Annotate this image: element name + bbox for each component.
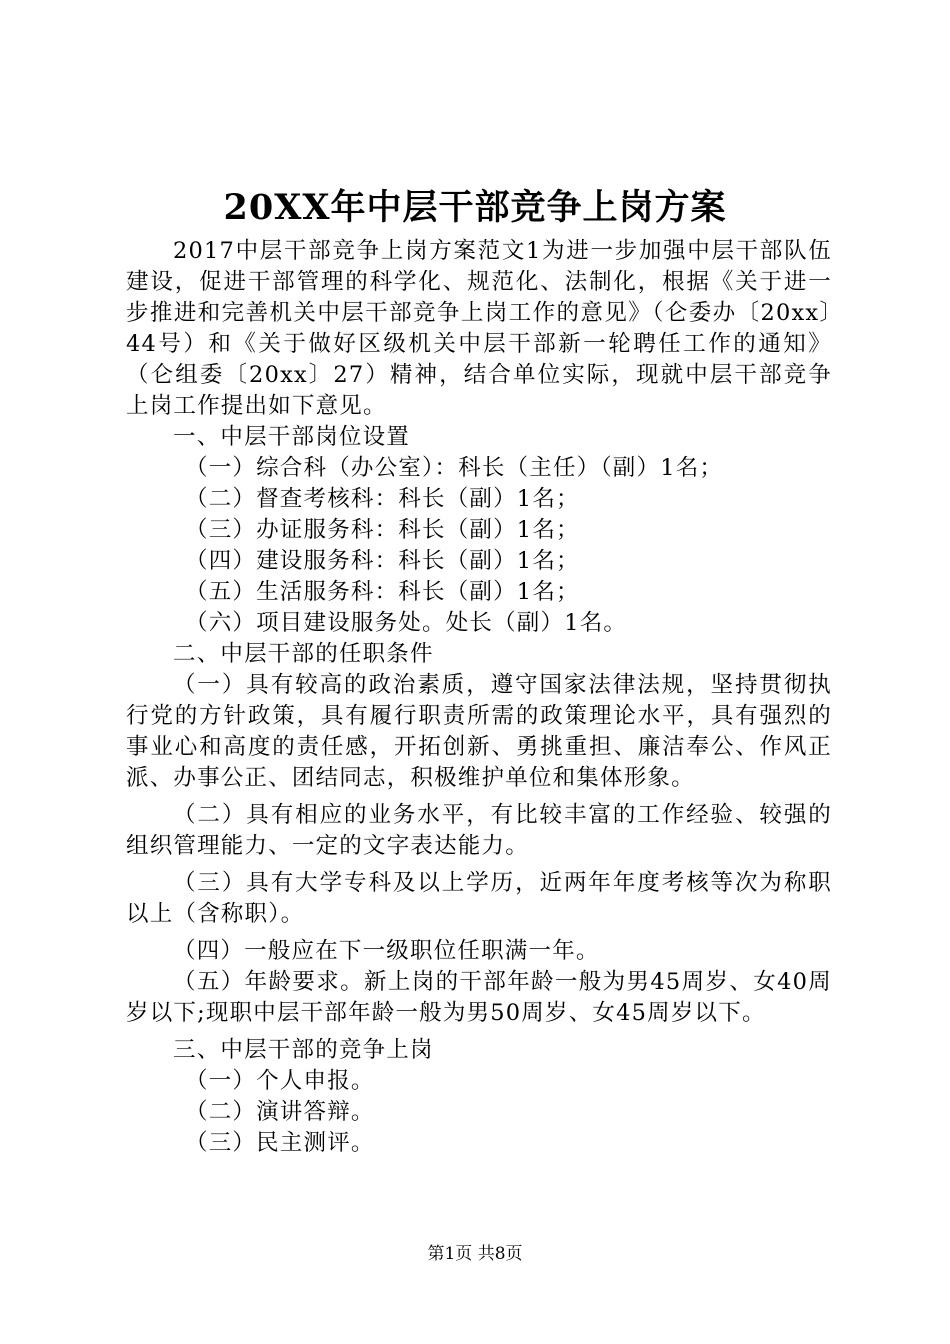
intro-paragraph: 2017中层干部竞争上岗方案范文1为进一步加强中层干部队伍建设，促进干部管理的科学化、规范化、法制化，根据《关于进一步推进和完善机关中层干部竞争上岗工作的意见》（仑委办〔20xx〕44号）和《关于做好区级机关中层干部新一轮聘任工作的通知》（仑组委〔20xx〕27）精神，结合单位实际，现就中层干部竞争上岗工作提出如下意见。	[126, 238, 832, 419]
list-item: （三）民主测评。	[185, 1130, 375, 1156]
condition-paragraph: （二）具有相应的业务水平，有比较丰富的工作经验、较强的组织管理能力、一定的文字表达能力。	[126, 802, 832, 859]
section-heading-2: 二、中层干部的任职条件	[173, 641, 434, 667]
list-item: （五）生活服务科：科长（副）1名；	[185, 579, 580, 605]
list-item: （二）演讲答辩。	[185, 1099, 375, 1125]
document-title: 20XX年中层干部竞争上岗方案	[223, 187, 727, 228]
list-item: （一）个人申报。	[185, 1068, 375, 1094]
section-heading-3: 三、中层干部的竞争上岗	[173, 1037, 434, 1063]
page-number-footer: 第1页 共8页	[427, 1244, 523, 1264]
list-item: （二）督查考核科：科长（副）1名；	[185, 486, 580, 512]
list-item: （一）综合科（办公室）：科长（主任）（副）1名；	[185, 455, 724, 481]
list-item: （六）项目建设服务处。处长（副）1名。	[185, 610, 628, 636]
list-item: （四）建设服务科：科长（副）1名；	[185, 548, 580, 574]
condition-paragraph: （五）年龄要求。新上岗的干部年龄一般为男45周岁、女40周岁以下;现职中层干部年龄一般为男50周岁、女45周岁以下。	[126, 969, 832, 1026]
condition-paragraph: （三）具有大学专科及以上学历，近两年年度考核等次为称职以上（含称职）。	[126, 870, 832, 927]
section-heading-1: 一、中层干部岗位设置	[173, 424, 411, 450]
document-body	[126, 236, 832, 1159]
list-item: （三）办证服务科：科长（副）1名；	[185, 517, 580, 543]
condition-paragraph: （一）具有较高的政治素质，遵守国家法律法规，坚持贯彻执行党的方针政策，具有履行职责所需的政策理论水平，具有强烈的事业心和高度的责任感，开拓创新、勇挑重担、廉洁奉公、作风正派、办事公正、团结同志，积极维护单位和集体形象。	[126, 672, 832, 791]
condition-paragraph: （四）一般应在下一级职位任职满一年。	[173, 938, 600, 964]
